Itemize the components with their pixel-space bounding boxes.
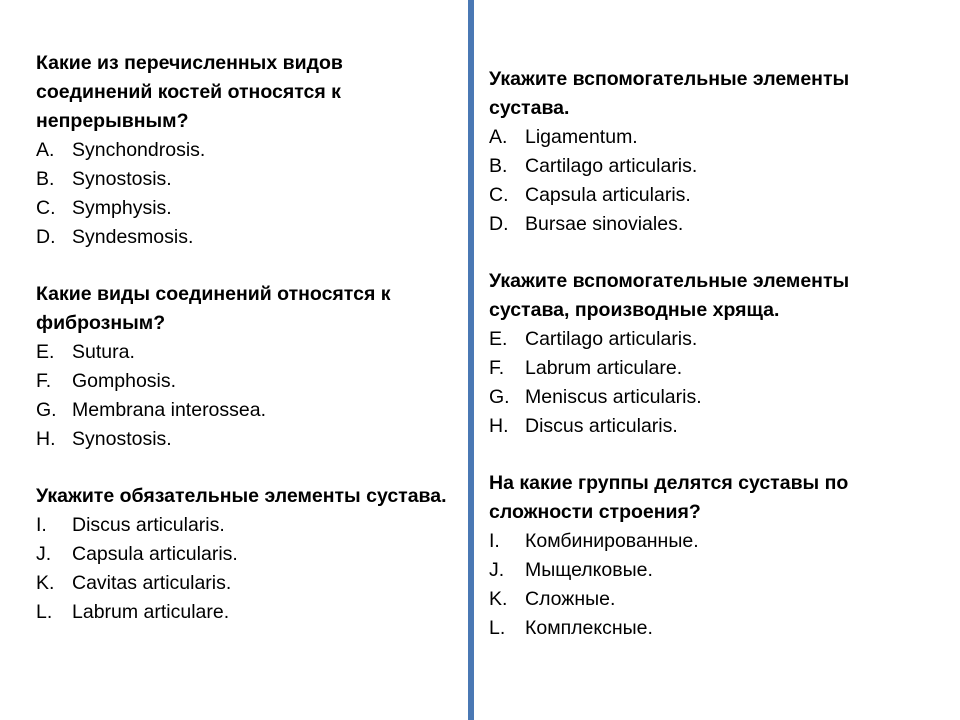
option-text: Meniscus articularis.	[525, 386, 702, 408]
question-text: Укажите вспомогательные элементы сустава, производные хряща.	[489, 270, 850, 321]
answer-option	[489, 123, 909, 152]
answer-option	[489, 412, 909, 441]
options-list	[489, 527, 909, 643]
option-text: Discus articularis.	[72, 514, 225, 536]
option-text: Labrum articulare.	[525, 357, 683, 379]
option-text: Gomphosis.	[72, 370, 177, 392]
right-column	[489, 65, 909, 671]
option-letter: F.	[489, 357, 505, 379]
question-text: Укажите обязательные элементы сустава.	[36, 485, 447, 507]
option-letter: J.	[489, 559, 505, 581]
option-letter: D.	[36, 226, 56, 248]
answer-option	[489, 354, 909, 383]
option-letter: A.	[489, 126, 508, 148]
answer-option	[489, 614, 909, 643]
options-list	[489, 123, 909, 239]
question-block	[489, 469, 909, 643]
option-text: Cartilago articularis.	[525, 328, 698, 350]
option-letter: D.	[489, 213, 509, 235]
answer-option	[36, 396, 456, 425]
question-text: На какие группы делятся суставы по сложности строения?	[489, 472, 849, 523]
option-letter: B.	[489, 155, 508, 177]
answer-option	[36, 223, 456, 252]
option-letter: I.	[489, 530, 500, 552]
option-letter: E.	[489, 328, 508, 350]
option-letter: L.	[36, 601, 53, 623]
question-block	[36, 280, 456, 454]
answer-option	[36, 136, 456, 165]
answer-option	[36, 598, 456, 627]
option-text: Capsula articularis.	[72, 543, 238, 565]
option-letter: H.	[489, 415, 509, 437]
option-letter: L.	[489, 617, 506, 639]
option-letter: I.	[36, 514, 47, 536]
answer-option	[489, 152, 909, 181]
options-list	[36, 338, 456, 454]
answer-option	[36, 540, 456, 569]
question-block	[36, 482, 456, 627]
question-text: Какие виды соединений относятся к фиброзным?	[36, 283, 391, 334]
question-block	[36, 49, 456, 252]
option-letter: H.	[36, 428, 56, 450]
option-text: Labrum articulare.	[72, 601, 230, 623]
option-text: Комплексные.	[525, 617, 653, 639]
option-letter: F.	[36, 370, 52, 392]
answer-option	[36, 425, 456, 454]
option-text: Synchondrosis.	[72, 139, 206, 161]
answer-option	[489, 527, 909, 556]
option-text: Symphysis.	[72, 197, 172, 219]
options-list	[36, 136, 456, 252]
question-text: Какие из перечисленных видов соединений костей относятся к непрерывным?	[36, 52, 343, 132]
option-text: Комбинированные.	[525, 530, 699, 552]
option-letter: B.	[36, 168, 55, 190]
option-text: Membrana interossea.	[72, 399, 267, 421]
option-letter: C.	[36, 197, 56, 219]
option-letter: A.	[36, 139, 55, 161]
question-text: Укажите вспомогательные элементы сустава.	[489, 68, 850, 119]
answer-option	[36, 511, 456, 540]
option-text: Discus articularis.	[525, 415, 678, 437]
options-list	[489, 325, 909, 441]
answer-option	[36, 165, 456, 194]
option-text: Synostosis.	[72, 428, 172, 450]
options-list	[36, 511, 456, 627]
answer-option	[489, 210, 909, 239]
answer-option	[489, 383, 909, 412]
answer-option	[36, 367, 456, 396]
question-block	[489, 65, 909, 239]
option-letter: K.	[489, 588, 508, 610]
option-text: Cavitas articularis.	[72, 572, 232, 594]
option-text: Мыщелковые.	[525, 559, 653, 581]
option-letter: K.	[36, 572, 55, 594]
left-column	[36, 49, 456, 655]
option-text: Ligamentum.	[525, 126, 638, 148]
option-letter: G.	[489, 386, 510, 408]
option-letter: C.	[489, 184, 509, 206]
option-letter: E.	[36, 341, 55, 363]
option-text: Сложные.	[525, 588, 616, 610]
option-text: Capsula articularis.	[525, 184, 691, 206]
option-text: Sutura.	[72, 341, 135, 363]
option-letter: G.	[36, 399, 57, 421]
option-text: Cartilago articularis.	[525, 155, 698, 177]
answer-option	[36, 194, 456, 223]
option-text: Bursae sinoviales.	[525, 213, 684, 235]
question-block	[489, 267, 909, 441]
option-text: Syndesmosis.	[72, 226, 194, 248]
answer-option	[36, 338, 456, 367]
answer-option	[489, 325, 909, 354]
answer-option	[489, 585, 909, 614]
answer-option	[489, 181, 909, 210]
column-divider	[468, 0, 474, 720]
answer-option	[489, 556, 909, 585]
option-letter: J.	[36, 543, 52, 565]
answer-option	[36, 569, 456, 598]
option-text: Synostosis.	[72, 168, 172, 190]
